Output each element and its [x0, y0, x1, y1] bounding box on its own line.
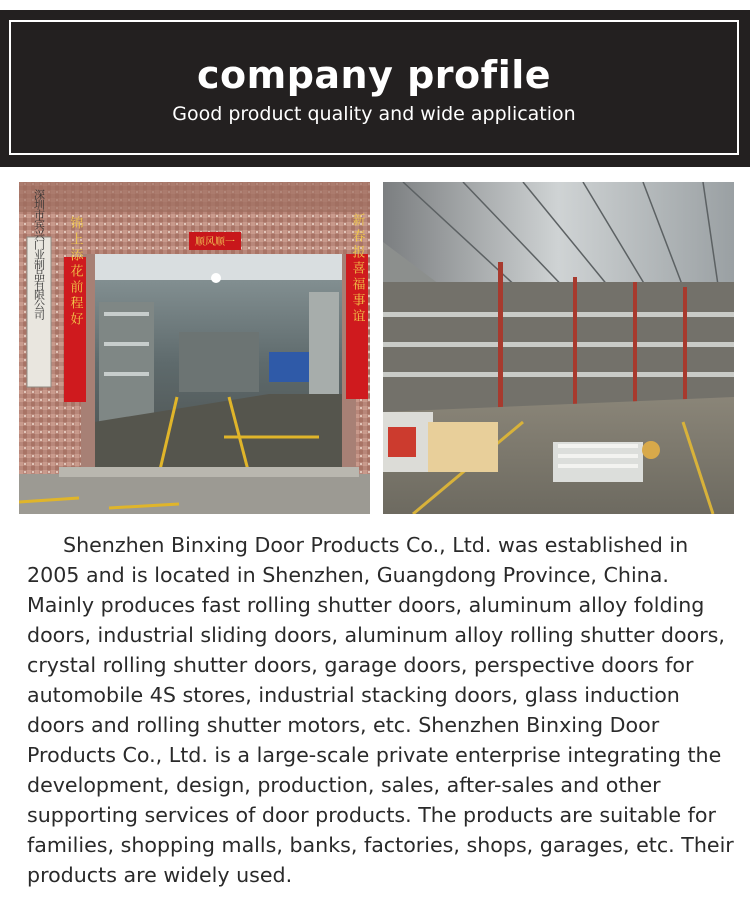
couplet-right: 新春报喜福事谊: [349, 213, 365, 325]
top-red-sign: 顺风顺一: [195, 237, 235, 248]
plaque-text: 深圳市宾兴门业制品有限公司: [32, 189, 46, 319]
factory-entrance-photo: [19, 182, 370, 514]
page-title: company profile: [196, 53, 552, 97]
company-description: Shenzhen Binxing Door Products Co., Ltd. was established in 2005 and is located in Shenzhen, Guangdong Province, China. Mainly produces fast rolling shutter doors, aluminum alloy folding doors, industrial sliding doors, aluminum alloy rolling shutter doors, crystal rolling shutter doors, garage doors, perspective doors for automobile 4S stores, industrial stacking doors, glass induction doors and rolling shutter motors, etc. Shenzhen Binxing Door Products Co., Ltd. is a large-scale private enterprise integrating the development, design, production, sales, after-sales and other supporting services of door products. The products are suitable for families, shopping malls, banks, factories, shops, garages, etc. Their products are widely used.: [27, 533, 734, 887]
couplet-left: 锦上添花前程好: [67, 216, 83, 328]
warehouse-photo: [383, 182, 734, 514]
header-frame: [9, 20, 739, 155]
page-subtitle: Good product quality and wide application: [172, 103, 576, 125]
header-banner: [0, 10, 750, 167]
